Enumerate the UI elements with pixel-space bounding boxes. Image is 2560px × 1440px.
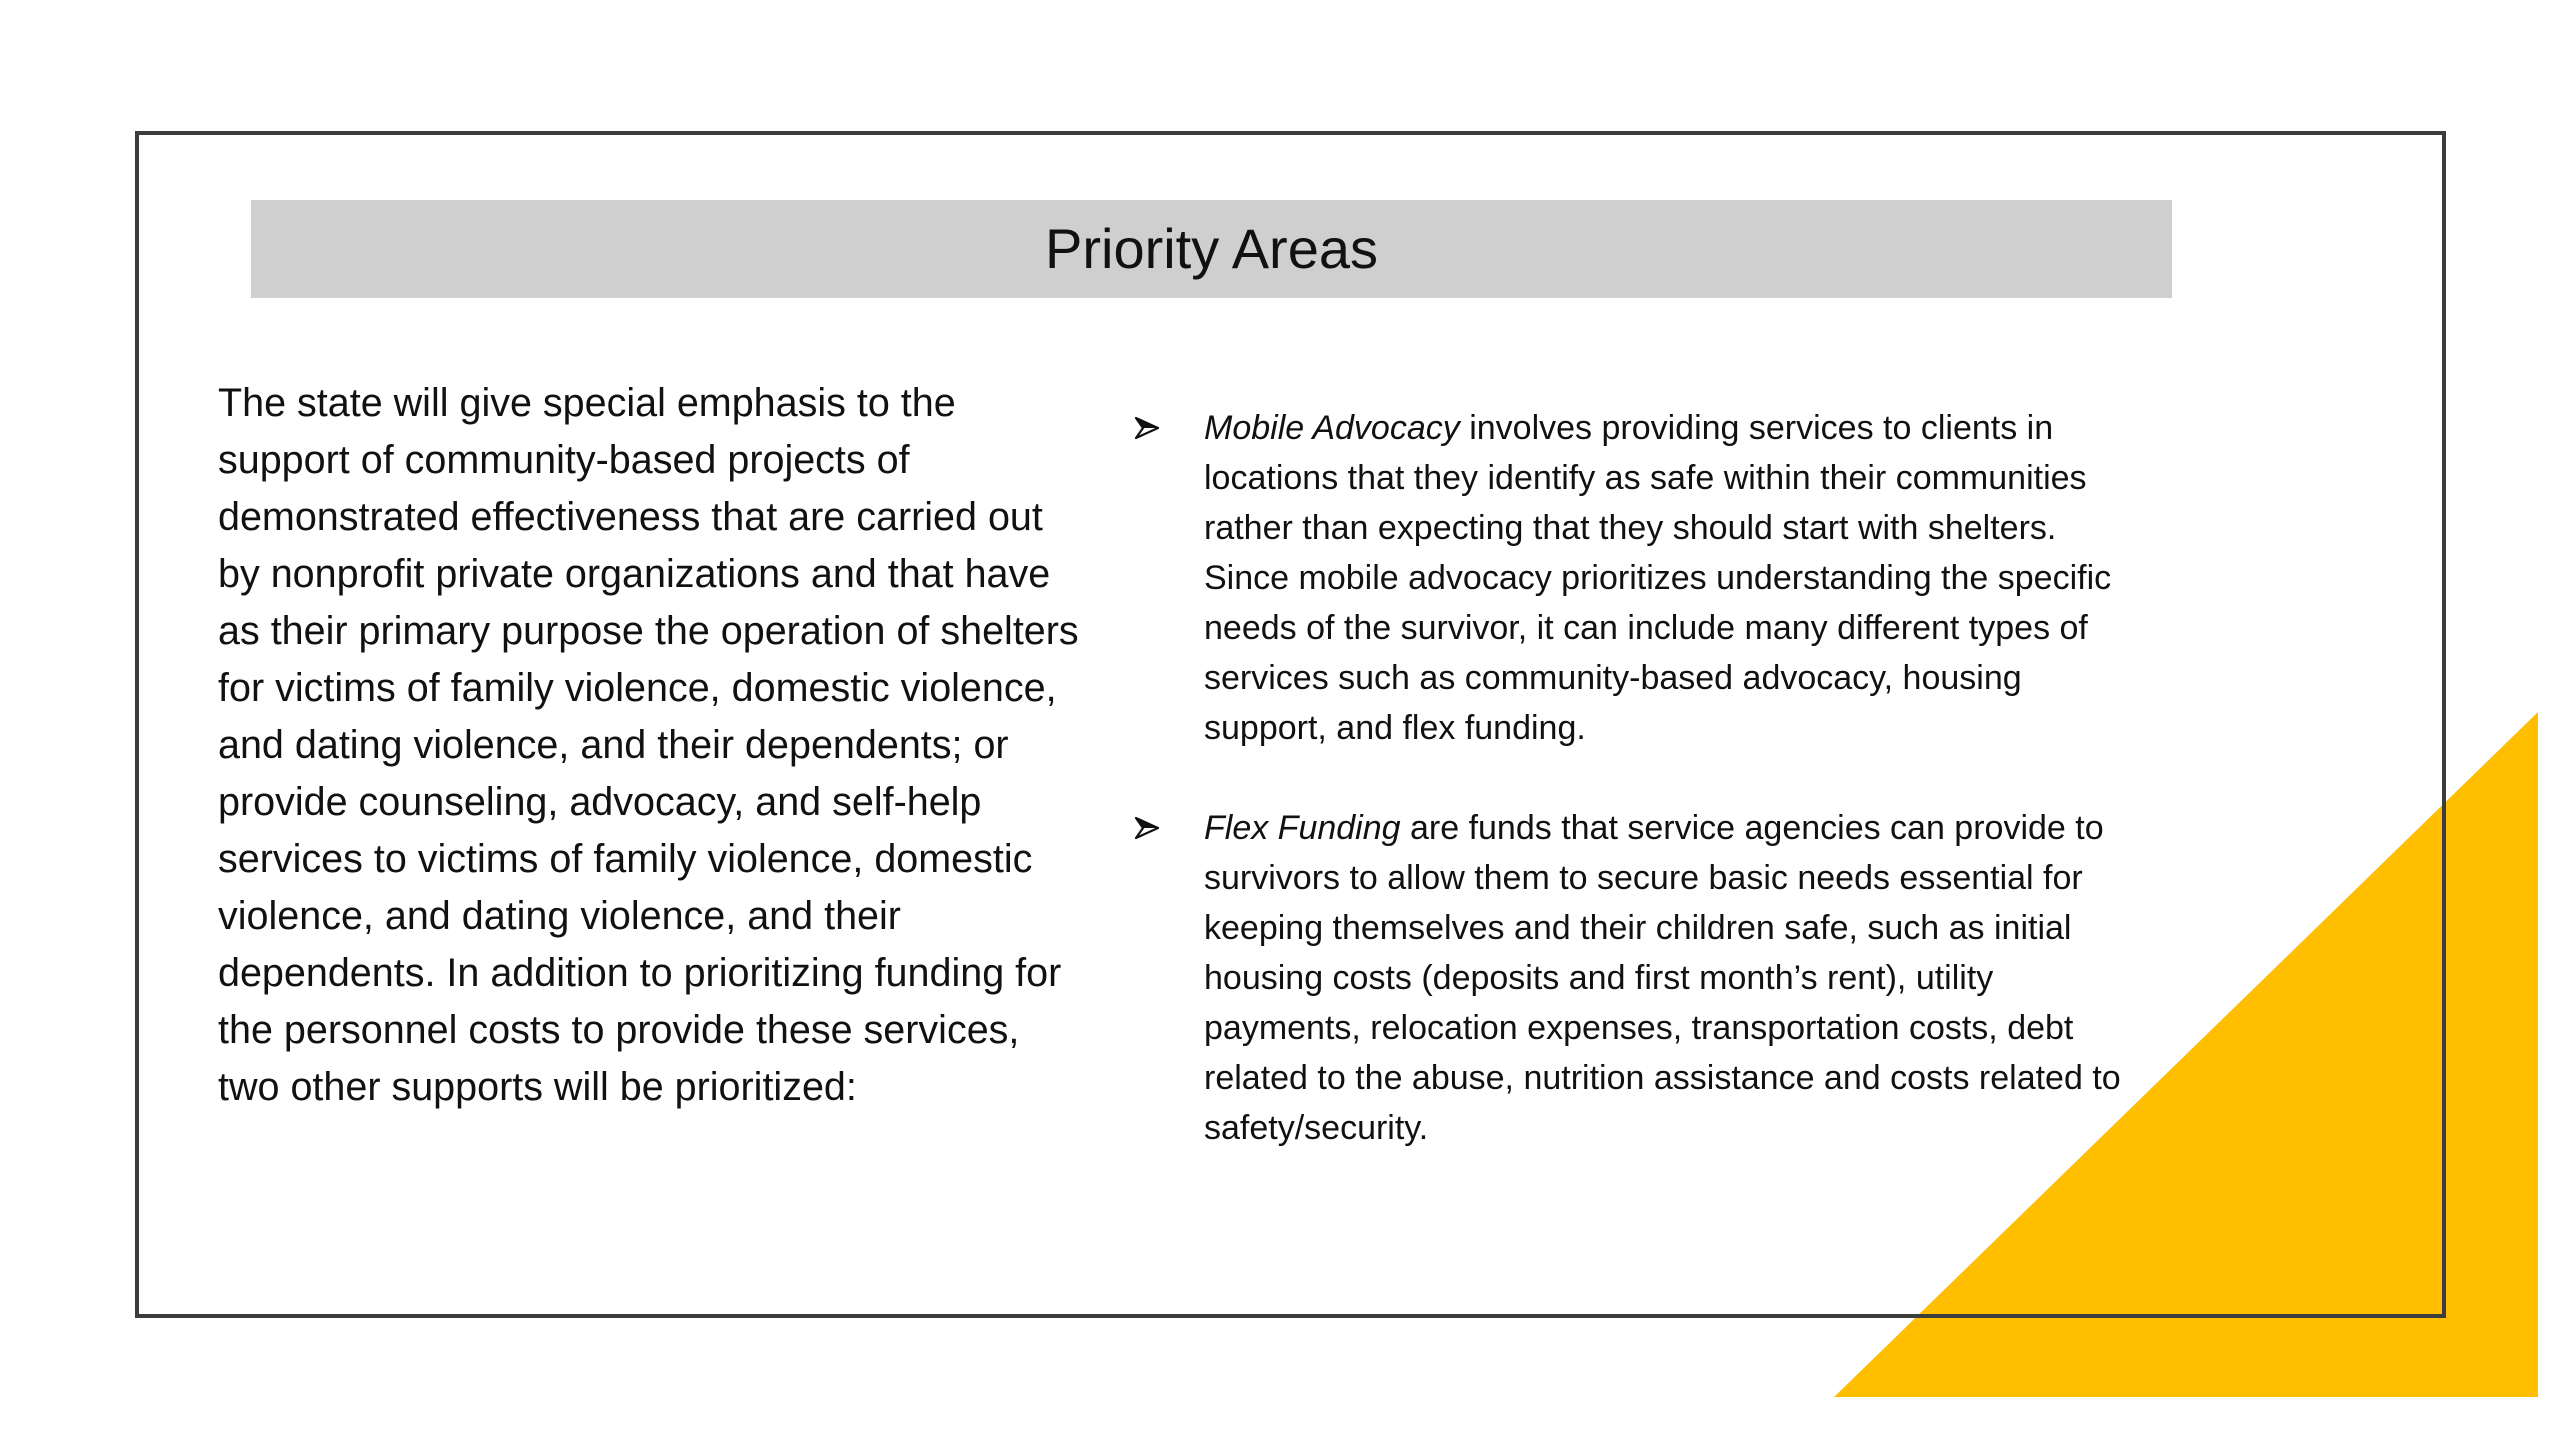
arrowhead-bullet-icon — [1132, 803, 1162, 853]
priority-bullet-list — [1132, 403, 2132, 1153]
bullet-text: are funds that service agencies can provide to survivors to allow them to secure basic needs essential for keeping themselves and their children safe, such as initial housing costs (deposits and first month’s rent), utility payments, relocation expenses, transportation costs, debt related to the abuse, nutrition assistance and costs related to safety/security. — [1204, 809, 2121, 1147]
bullet-flex-funding — [1132, 803, 2132, 1153]
title-bar — [251, 200, 2172, 298]
bullet-term: Mobile Advocacy — [1204, 409, 1460, 447]
intro-paragraph: The state will give special emphasis to the support of community-based projects of demonstrated effectiveness that are carried out by nonprofit private organizations and that have as their primary purpose the operation of shelters for victims of family violence, domestic violence, and dating violence, and their dependents; or provide counseling, advocacy, and self-help services to victims of family violence, domestic violence, and dating violence, and their dependents. In addition to prioritizing funding for the personnel costs to provide these services, two other supports will be prioritized: — [218, 381, 1079, 1109]
slide-title: Priority Areas — [1045, 217, 1378, 280]
bullet-text: involves providing services to clients in locations that they identify as safe within their communities rather than expecting that they should start with shelters. Since mobile advocacy prioritizes understanding the specific needs of the survivor, it can include many different types of services such as community-based advocacy, housing support, and flex funding. — [1204, 409, 2112, 747]
bullet-term: Flex Funding — [1204, 809, 1401, 847]
arrowhead-bullet-icon — [1132, 403, 1162, 453]
bullet-mobile-advocacy — [1132, 403, 2132, 753]
